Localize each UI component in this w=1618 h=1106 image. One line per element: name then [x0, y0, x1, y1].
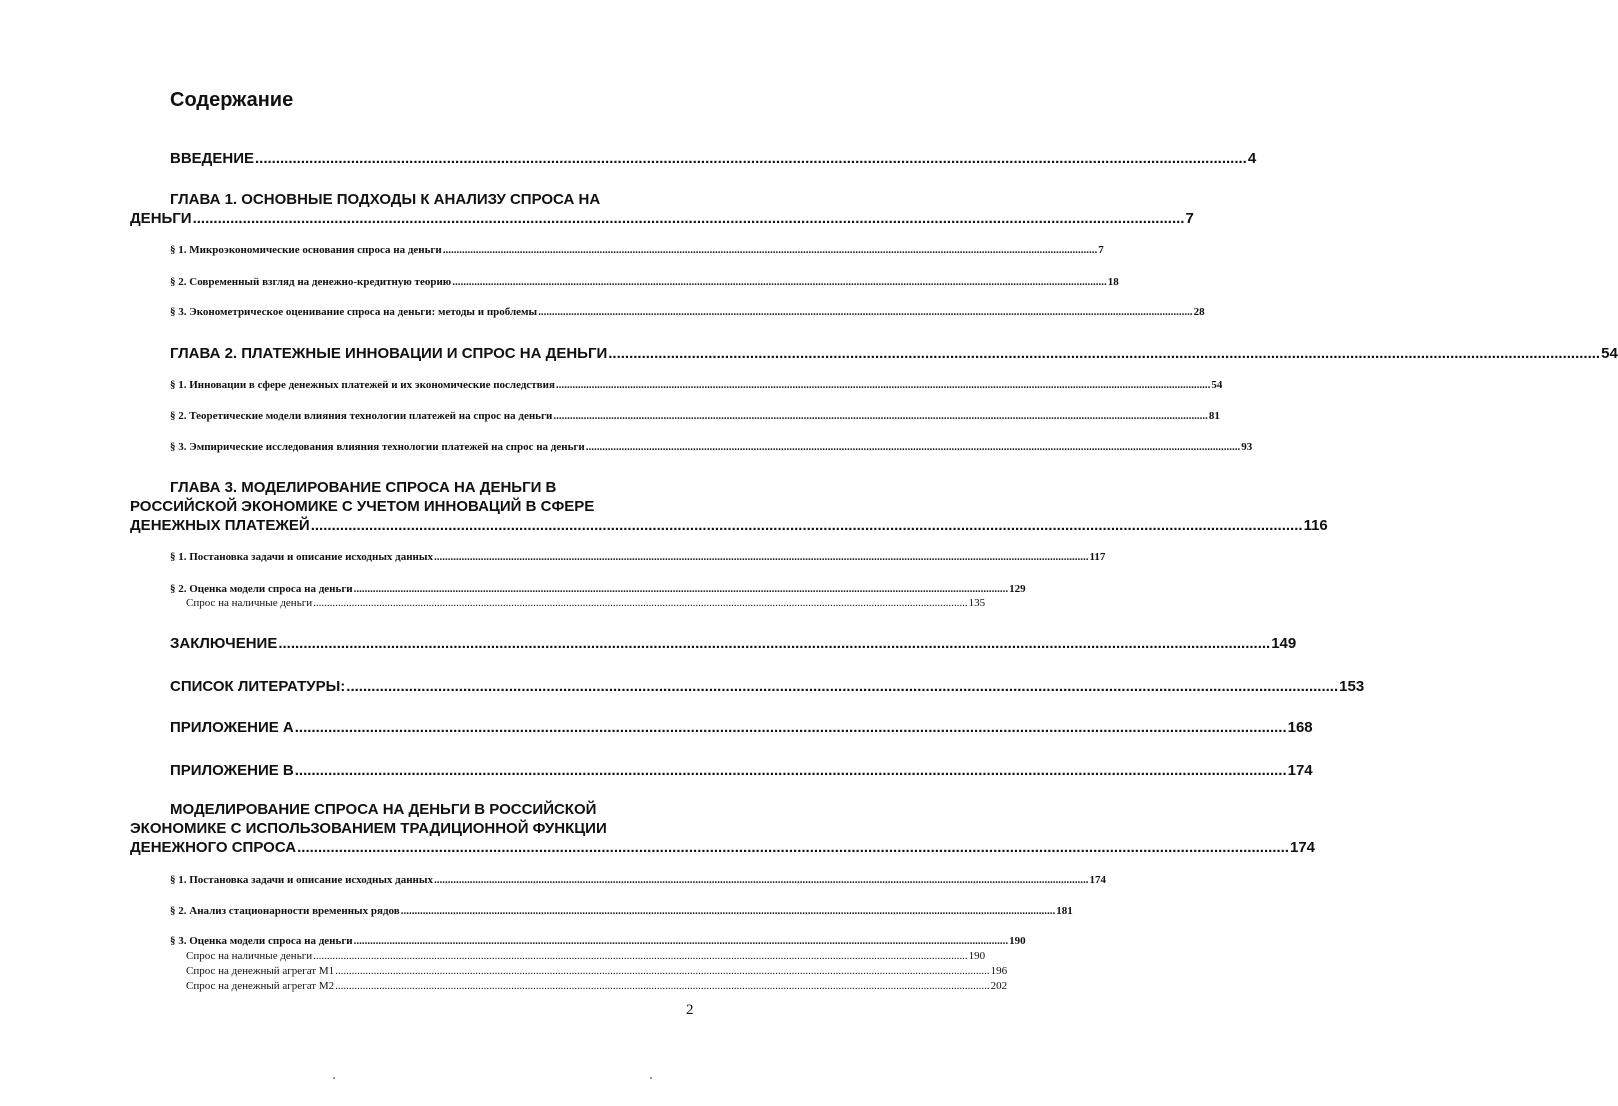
toc-entry-title: ДЕНЕЖНЫХ ПЛАТЕЖЕЙ: [130, 517, 310, 534]
toc-page-number: 135: [968, 597, 986, 609]
toc-entry-chapter-3[interactable]: [130, 517, 1328, 534]
toc-entry-title: Спрос на денежный агрегат M2: [186, 980, 335, 992]
toc-page-number: 93: [1241, 441, 1253, 453]
toc-entry-title: ГЛАВА 2. ПЛАТЕЖНЫЕ ИННОВАЦИИ И СПРОС НА ДЕНЬГИ: [170, 345, 608, 362]
toc-page-number: 174: [1289, 839, 1316, 856]
toc-entry-appendix-a[interactable]: [170, 719, 1313, 736]
toc-entry-appendix-b[interactable]: [170, 762, 1313, 779]
toc-entry-title: ДЕНЕЖНОГО СПРОСА: [130, 839, 297, 856]
toc-section-3-1[interactable]: [170, 551, 1106, 563]
toc-section-2-3[interactable]: [170, 441, 1253, 453]
dot-leader: ..............................................................................................................................................................................................................................................: [555, 379, 1211, 391]
scan-speck: [650, 1077, 652, 1079]
toc-subsection-b-3-3[interactable]: [186, 980, 1008, 992]
toc-page-number: 153: [1339, 678, 1365, 695]
toc-page-number: 7: [1185, 210, 1194, 227]
dot-leader: ..............................................................................................................................................................................................................................................: [313, 950, 968, 962]
dot-leader: ..............................................................................................................................................................................................................................................: [346, 678, 1339, 695]
toc-entry-references[interactable]: [170, 678, 1365, 695]
toc-subsection-b-3-2[interactable]: [186, 965, 1008, 977]
dot-leader: ..............................................................................................................................................................................................................................................: [294, 762, 1287, 779]
toc-page-number: 129: [1009, 583, 1026, 595]
page-title: Содержание: [170, 89, 294, 111]
toc-entry-introduction[interactable]: [170, 150, 1257, 167]
toc-page-number: 168: [1287, 719, 1313, 736]
dot-leader: ..............................................................................................................................................................................................................................................: [442, 244, 1098, 256]
toc-entry-conclusion[interactable]: [170, 635, 1297, 652]
dot-leader: ..............................................................................................................................................................................................................................................: [335, 965, 990, 977]
toc-entry-title: ДЕНЬГИ: [130, 210, 192, 227]
toc-section-2-2[interactable]: [170, 410, 1220, 422]
toc-entry-title: СПИСОК ЛИТЕРАТУРЫ:: [170, 678, 346, 695]
toc-section-1-2[interactable]: [170, 276, 1119, 288]
dot-leader: ..............................................................................................................................................................................................................................................: [294, 719, 1287, 736]
dot-leader: ..............................................................................................................................................................................................................................................: [313, 597, 968, 609]
dot-leader: ..............................................................................................................................................................................................................................................: [585, 441, 1241, 453]
toc-entry-title: ЗАКЛЮЧЕНИЕ: [170, 635, 278, 652]
dot-leader: ..............................................................................................................................................................................................................................................: [538, 306, 1193, 318]
toc-page-number: 28: [1193, 306, 1205, 318]
dot-leader: ..............................................................................................................................................................................................................................................: [192, 210, 1185, 227]
toc-page-number: 117: [1089, 551, 1106, 563]
dot-leader: ..............................................................................................................................................................................................................................................: [353, 583, 1009, 595]
toc-entry-title: § 2. Современный взгляд на денежно-кредитную теорию: [170, 276, 452, 288]
toc-page-number: 202: [990, 980, 1008, 992]
dot-leader: ..............................................................................................................................................................................................................................................: [434, 551, 1089, 563]
toc-section-b-2[interactable]: [170, 905, 1073, 917]
toc-page-number: 181: [1056, 905, 1073, 917]
toc-chapter-3-line-2: РОССИЙСКОЙ ЭКОНОМИКЕ С УЧЕТОМ ИННОВАЦИЙ В СФЕРЕ: [130, 498, 595, 515]
toc-page-number: 196: [990, 965, 1008, 977]
toc-section-1-3[interactable]: [170, 306, 1205, 318]
toc-entry-title: § 2. Оценка модели спроса на деньги: [170, 583, 353, 595]
toc-modeling-line-2: ЭКОНОМИКЕ С ИСПОЛЬЗОВАНИЕМ ТРАДИЦИОННОЙ ФУНКЦИИ: [130, 820, 607, 837]
toc-entry-title: § 1. Инновации в сфере денежных платежей и их экономические последствия: [170, 379, 555, 391]
toc-entry-chapter-1[interactable]: [130, 210, 1194, 227]
toc-modeling-line-1: МОДЕЛИРОВАНИЕ СПРОСА НА ДЕНЬГИ В РОССИЙСКОЙ: [170, 801, 597, 818]
toc-page-number: 54: [1211, 379, 1223, 391]
toc-entry-chapter-2[interactable]: [170, 345, 1618, 362]
toc-entry-title: § 3. Эконометрическое оценивание спроса на деньги: методы и проблемы: [170, 306, 538, 318]
dot-leader: ..............................................................................................................................................................................................................................................: [335, 980, 990, 992]
toc-entry-title: Спрос на наличные деньги: [186, 950, 313, 962]
toc-entry-title: § 1. Постановка задачи и описание исходных данных: [170, 874, 433, 886]
toc-page-number: 149: [1271, 635, 1297, 652]
page-number: 2: [686, 1002, 694, 1018]
toc-entry-title: ПРИЛОЖЕНИЕ А: [170, 719, 294, 736]
toc-page-number: 54: [1601, 345, 1618, 362]
toc-entry-title: § 3. Оценка модели спроса на деньги: [170, 935, 353, 947]
dot-leader: ..............................................................................................................................................................................................................................................: [452, 276, 1107, 288]
toc-entry-title: Спрос на наличные деньги: [186, 597, 313, 609]
dot-leader: ..............................................................................................................................................................................................................................................: [400, 905, 1056, 917]
toc-page-number: 174: [1287, 762, 1313, 779]
dot-leader: ..............................................................................................................................................................................................................................................: [434, 874, 1089, 886]
dot-leader: ..............................................................................................................................................................................................................................................: [310, 517, 1303, 534]
toc-entry-title: Спрос на денежный агрегат M1: [186, 965, 335, 977]
toc-subsection-3-2-1[interactable]: [186, 597, 986, 609]
toc-chapter-1-line-1: ГЛАВА 1. ОСНОВНЫЕ ПОДХОДЫ К АНАЛИЗУ СПРОСА НА: [170, 191, 601, 208]
toc-subsection-b-3-1[interactable]: [186, 950, 986, 962]
toc-chapter-3-line-1: ГЛАВА 3. МОДЕЛИРОВАНИЕ СПРОСА НА ДЕНЬГИ В: [170, 479, 557, 496]
scan-speck: [333, 1077, 335, 1079]
toc-page-number: 190: [1009, 935, 1026, 947]
dot-leader: ..............................................................................................................................................................................................................................................: [254, 150, 1247, 167]
toc-page-number: 190: [968, 950, 986, 962]
toc-page-number: 116: [1303, 517, 1328, 534]
toc-page-number: 7: [1098, 244, 1104, 256]
dot-leader: ..............................................................................................................................................................................................................................................: [297, 839, 1289, 856]
toc-section-2-1[interactable]: [170, 379, 1223, 391]
toc-page-number: 18: [1107, 276, 1119, 288]
dot-leader: ..............................................................................................................................................................................................................................................: [553, 410, 1208, 422]
toc-entry-modeling[interactable]: [130, 839, 1316, 856]
toc-section-1-1[interactable]: [170, 244, 1104, 256]
toc-entry-title: § 2. Теоретические модели влияния технологии платежей на спрос на деньги: [170, 410, 553, 422]
dot-leader: ..............................................................................................................................................................................................................................................: [353, 935, 1009, 947]
toc-entry-title: ПРИЛОЖЕНИЕ В: [170, 762, 294, 779]
toc-section-3-2[interactable]: [170, 583, 1026, 595]
dot-leader: ..............................................................................................................................................................................................................................................: [608, 345, 1601, 362]
toc-entry-title: § 2. Анализ стационарности временных рядов: [170, 905, 400, 917]
toc-entry-title: ВВЕДЕНИЕ: [170, 150, 254, 167]
toc-entry-title: § 1. Микроэкономические основания спроса на деньги: [170, 244, 442, 256]
toc-entry-title: § 1. Постановка задачи и описание исходных данных: [170, 551, 433, 563]
toc-page-number: 174: [1089, 874, 1106, 886]
toc-page-number: 4: [1247, 150, 1257, 167]
toc-section-b-3[interactable]: [170, 935, 1026, 947]
toc-section-b-1[interactable]: [170, 874, 1106, 886]
toc-entry-title: § 3. Эмпирические исследования влияния технологии платежей на спрос на деньги: [170, 441, 585, 453]
toc-page-number: 81: [1208, 410, 1220, 422]
dot-leader: ..............................................................................................................................................................................................................................................: [278, 635, 1271, 652]
